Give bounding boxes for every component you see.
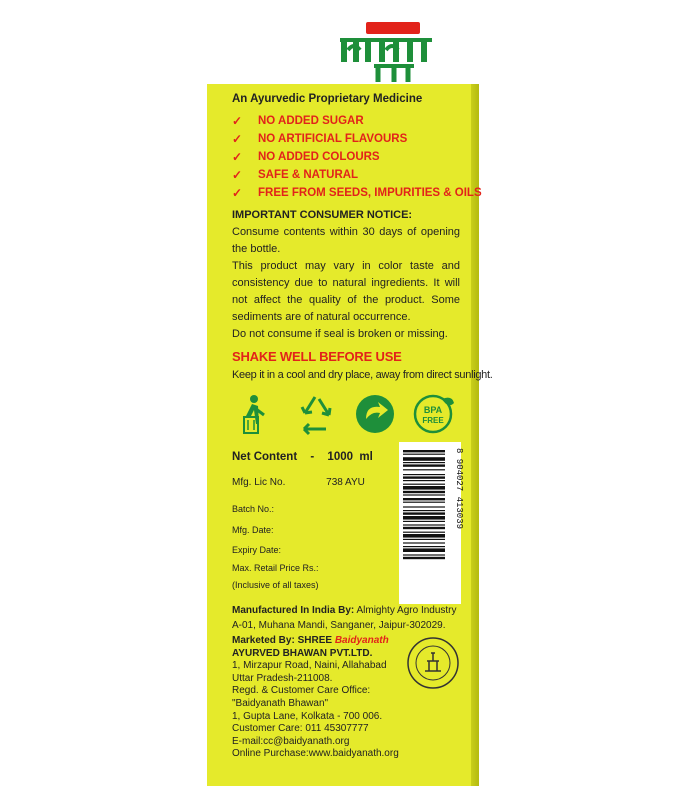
- claim-item: ✓ NO ARTIFICIAL FLAVOURS: [232, 132, 408, 146]
- barcode-bars: [399, 442, 464, 604]
- svg-text:FREE: FREE: [422, 416, 444, 425]
- trash-bin-icon: [232, 393, 278, 435]
- check-icon: ✓: [232, 168, 243, 182]
- barcode-bar: [403, 557, 445, 559]
- manufacturer-info: Manufactured In India By: Almighty Agro Industry A-01, Muhana Mandi, Sanganer, Jaipur-302029.: [232, 605, 457, 631]
- mrp-field: Max. Retail Price Rs.:: [232, 563, 319, 573]
- barcode-bar: [403, 539, 445, 540]
- barcode-bar: [403, 542, 445, 543]
- barcode-bar: [403, 527, 445, 529]
- batch-field: Batch No.:: [232, 504, 275, 514]
- tax-note: (Inclusive of all taxes): [232, 580, 319, 590]
- claim-item: ✓ NO ADDED COLOURS: [232, 150, 380, 164]
- barcode-bar: [403, 462, 445, 463]
- barcode-bar: [403, 512, 445, 514]
- barcode-bar: [403, 480, 445, 481]
- notice-title: IMPORTANT CONSUMER NOTICE:: [232, 209, 413, 221]
- barcode-bar: [403, 521, 445, 522]
- bpa-free-icon: [412, 393, 458, 435]
- barcode-bar: [403, 516, 445, 520]
- notice-paragraph: Do not consume if seal is broken or missing.: [232, 328, 448, 340]
- claims-list: [232, 112, 482, 202]
- barcode-bar: [403, 510, 445, 511]
- barcode-bar: [403, 506, 445, 507]
- barcode-bar: [403, 454, 445, 455]
- barcode-bar: [403, 534, 445, 538]
- barcode-bar: [403, 469, 445, 470]
- shake-warning: SHAKE WELL BEFORE USE: [232, 349, 402, 364]
- barcode-bar: [403, 486, 445, 490]
- barcode-bar: [403, 554, 445, 555]
- barcode-bar: [403, 494, 445, 495]
- barcode-bar: [403, 491, 445, 493]
- check-icon: ✓: [232, 114, 243, 128]
- barcode: [399, 442, 464, 604]
- claim-item: ✓ FREE FROM SEEDS, IMPURITIES & OILS: [232, 186, 482, 200]
- svg-text:BPA: BPA: [423, 405, 443, 415]
- barcode-bar: [403, 457, 445, 461]
- barcode-bar: [403, 546, 445, 547]
- check-icon: ✓: [232, 132, 243, 146]
- barcode-bar: [403, 502, 445, 503]
- license-number: Mfg. Lic No. 738 AYU: [232, 477, 365, 488]
- product-type: An Ayurvedic Proprietary Medicine: [232, 93, 423, 105]
- barcode-bar: [403, 450, 445, 452]
- storage-instruction: Keep it in a cool and dry place, away from direct sunlight.: [232, 369, 493, 381]
- barcode-bar: [403, 464, 445, 466]
- check-icon: ✓: [232, 186, 243, 200]
- expiry-date-field: Expiry Date:: [232, 545, 282, 555]
- recycle-icon: [292, 393, 338, 435]
- barcode-bar: [403, 548, 445, 552]
- ayush-seal-icon: [405, 635, 461, 691]
- notice-paragraph: Consume contents within 30 days of opening the bottle.: [232, 226, 460, 255]
- claim-item: ✓ NO ADDED SUGAR: [232, 114, 364, 128]
- hindi-brand-logo: [322, 20, 448, 86]
- symbol-row: [232, 393, 458, 435]
- barcode-digits: 8 904027 413039: [454, 448, 464, 530]
- barcode-bar: [403, 484, 445, 485]
- mfg-date-field: Mfg. Date:: [232, 525, 274, 535]
- barcode-bar: [403, 532, 445, 533]
- green-dot-icon: [352, 393, 398, 435]
- check-icon: ✓: [232, 150, 243, 164]
- barcode-bar: [403, 498, 445, 500]
- marketer-info: Marketed By: SHREE Baidyanath AYURVED BHAWAN PVT.LTD. 1, Mirzapur Road, Naini, Allahabad Uttar Pradesh-211008. Regd. & Customer Care Office: "Baidyanath Bhawan" 1, Gupta Lane, Kolkata - 700 006. Customer Care: 011 45307777 E-mail:cc@baidyanath.org Online Purchase:www.baidyanath.org: [232, 635, 399, 760]
- net-content: Net Content - 1000 ml: [232, 451, 373, 463]
- consumer-notice: [232, 207, 460, 343]
- notice-paragraph: This product may vary in color taste and consistency due to natural ingredients. It will not affect the quality of the product. Some sediments are of natural occurrence.: [232, 260, 460, 323]
- brand-name: Baidyanath: [334, 635, 389, 646]
- claim-item: ✓ SAFE & NATURAL: [232, 168, 359, 182]
- barcode-bar: [403, 524, 445, 525]
- barcode-bar: [403, 476, 445, 478]
- barcode-bar: [403, 474, 445, 475]
